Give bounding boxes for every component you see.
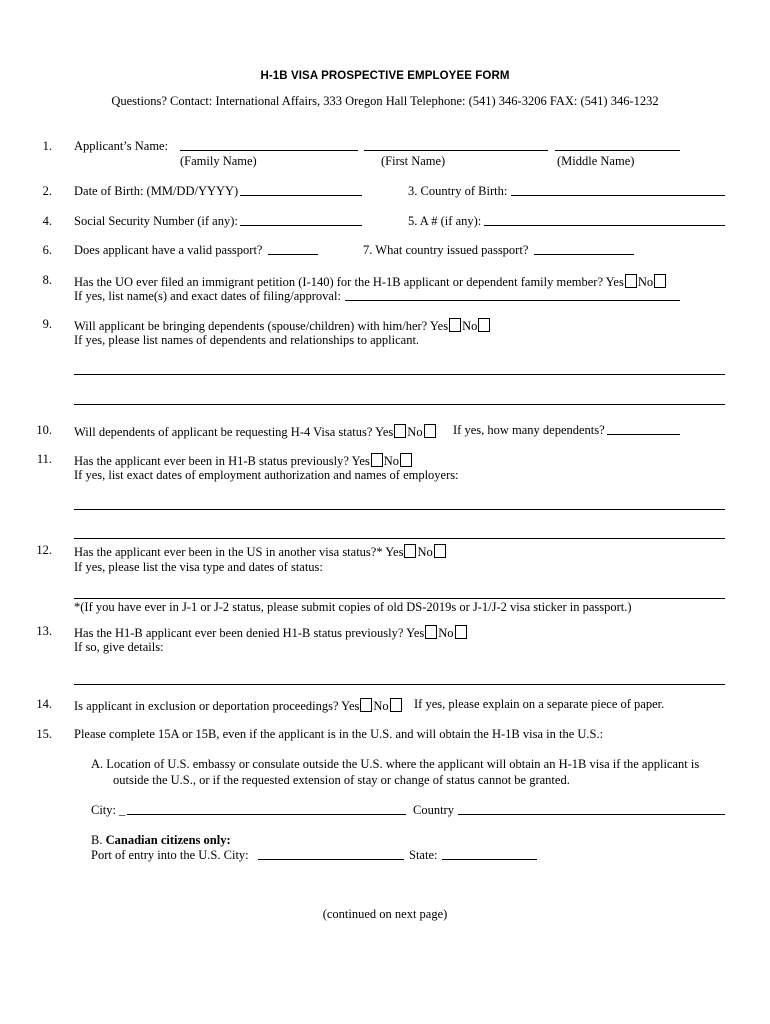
q13-label: Has the H1-B applicant ever been denied H1-B status previously? Yes	[74, 626, 425, 640]
ssn-field[interactable]	[240, 225, 362, 226]
port-city-field[interactable]	[258, 859, 404, 860]
q10-question	[74, 424, 437, 439]
q13-number: 13.	[36, 624, 52, 638]
q1-number: 1.	[42, 139, 52, 153]
q15a-line-1: A. Location of U.S. embassy or consulate outside the U.S. where the applicant will obtain an H-1B visa if the applicant is	[91, 757, 700, 771]
q6-label: Does applicant have a valid passport?	[74, 243, 263, 257]
country-of-birth-field[interactable]	[511, 195, 725, 196]
q11-number: 11.	[36, 452, 52, 466]
q8-sub-label: If yes, list name(s) and exact dates of filing/approval:	[74, 289, 341, 303]
consulate-city-field[interactable]	[127, 814, 406, 815]
passport-country-field[interactable]	[534, 254, 634, 255]
q2-label: Date of Birth: (MM/DD/YYYY)	[74, 184, 239, 198]
q8-yes-checkbox[interactable]	[625, 274, 637, 288]
city-prefix: _	[119, 803, 126, 817]
h1b-history-line-2[interactable]	[74, 538, 725, 539]
continued-note: (continued on next page)	[322, 907, 448, 921]
q1-label: Applicant’s Name:	[74, 139, 169, 153]
q9-label: Will applicant be bringing dependents (spouse/children) with him/her? Yes	[74, 319, 449, 333]
port-city-label: Port of entry into the U.S. City:	[91, 848, 249, 862]
visa-status-line[interactable]	[74, 598, 725, 599]
q12-no-checkbox[interactable]	[434, 544, 446, 558]
q13-no-label: No	[438, 626, 454, 640]
q2-number: 2.	[42, 184, 52, 198]
q10-number: 10.	[36, 423, 52, 437]
date-of-birth-field[interactable]	[240, 195, 362, 196]
q15b-prefix: B.	[91, 833, 103, 847]
q8-label: Has the UO ever filed an immigrant petition (I-140) for the H-1B applicant or dependent family member? Yes	[74, 275, 624, 289]
denial-details-line[interactable]	[74, 684, 725, 685]
contact-info: Questions? Contact: International Affairs, 333 Oregon Hall Telephone: (541) 346-3206 FAX: (541) 346-1232	[111, 94, 659, 108]
form-title: H-1B VISA PROSPECTIVE EMPLOYEE FORM	[260, 70, 510, 82]
q10-no-label: No	[407, 425, 423, 439]
dependents-line-1[interactable]	[74, 374, 725, 375]
q10-no-checkbox[interactable]	[424, 424, 436, 438]
q13-no-checkbox[interactable]	[455, 625, 467, 639]
q15-label: Please complete 15A or 15B, even if the applicant is in the U.S. and will obtain the H-1B visa in the U.S.:	[74, 727, 604, 741]
valid-passport-field[interactable]	[268, 254, 318, 255]
country-label: Country	[413, 803, 454, 817]
q8-question	[74, 274, 667, 289]
family-name-field[interactable]	[180, 150, 358, 151]
q9-sub-label: If yes, please list names of dependents and relationships to applicant.	[74, 333, 420, 347]
q6-number: 6.	[42, 243, 52, 257]
q15b-title: Canadian citizens only:	[105, 833, 231, 847]
first-name-field[interactable]	[364, 150, 548, 151]
q13-sub-label: If so, give details:	[74, 640, 164, 654]
q12-label: Has the applicant ever been in the US in another visa status?* Yes	[74, 545, 404, 559]
h1b-history-line-1[interactable]	[74, 509, 725, 510]
q15b-heading	[91, 834, 231, 847]
q3-label: 3. Country of Birth:	[408, 184, 508, 198]
q14-no-checkbox[interactable]	[390, 698, 402, 712]
family-name-caption: (Family Name)	[180, 154, 257, 168]
q5-label: 5. A # (if any):	[408, 214, 482, 228]
q14-no-label: No	[373, 699, 389, 713]
q11-label: Has the applicant ever been in H1-B status previously? Yes	[74, 454, 370, 468]
q8-no-checkbox[interactable]	[654, 274, 666, 288]
first-name-caption: (First Name)	[381, 154, 446, 168]
q11-no-label: No	[383, 454, 400, 468]
q12-yes-checkbox[interactable]	[404, 544, 416, 558]
port-state-field[interactable]	[442, 859, 537, 860]
q9-number: 9.	[42, 317, 52, 331]
q11-no-checkbox[interactable]	[400, 453, 412, 467]
consulate-country-field[interactable]	[458, 814, 725, 815]
i140-details-field[interactable]	[345, 300, 680, 301]
q12-sub-label: If yes, please list the visa type and dates of status:	[74, 560, 323, 574]
q7-label: 7. What country issued passport?	[363, 243, 529, 257]
middle-name-caption: (Middle Name)	[557, 154, 635, 168]
state-label: State:	[409, 848, 438, 862]
j1-note: *(If you have ever in J-1 or J-2 status, please submit copies of old DS-2019s or J-1/J-2 visa sticker in passport.)	[74, 600, 632, 614]
q9-yes-checkbox[interactable]	[449, 318, 461, 332]
city-label: City:	[91, 803, 117, 817]
a-number-field[interactable]	[484, 225, 725, 226]
q12-no-label: No	[417, 545, 433, 559]
q14-yes-checkbox[interactable]	[360, 698, 372, 712]
q10-label: Will dependents of applicant be requesting H-4 Visa status? Yes	[74, 425, 394, 439]
middle-name-field[interactable]	[555, 150, 680, 151]
q15-number: 15.	[36, 727, 52, 741]
q12-question	[74, 544, 447, 559]
q4-label: Social Security Number (if any):	[74, 214, 238, 228]
q15a-line-2: outside the U.S., or if the requested extension of stay or change of status cannot be granted.	[113, 773, 570, 787]
q10-yes-checkbox[interactable]	[394, 424, 406, 438]
q12-number: 12.	[36, 543, 52, 557]
dependents-count-field[interactable]	[607, 434, 680, 435]
q4-number: 4.	[42, 214, 52, 228]
q13-question	[74, 625, 468, 640]
q14-after-label: If yes, please explain on a separate piece of paper.	[414, 697, 665, 711]
q13-yes-checkbox[interactable]	[425, 625, 437, 639]
q10-after-label: If yes, how many dependents?	[453, 423, 605, 437]
q14-number: 14.	[36, 697, 52, 711]
q8-no-label: No	[637, 275, 654, 289]
q8-number: 8.	[42, 273, 52, 287]
q9-question	[74, 318, 491, 333]
dependents-line-2[interactable]	[74, 404, 725, 405]
q9-no-checkbox[interactable]	[478, 318, 490, 332]
q9-no-label: No	[462, 319, 478, 333]
q11-yes-checkbox[interactable]	[371, 453, 383, 467]
q14-label: Is applicant in exclusion or deportation proceedings? Yes	[74, 699, 360, 713]
q14-question	[74, 698, 403, 713]
q11-question	[74, 453, 413, 468]
q11-sub-label: If yes, list exact dates of employment authorization and names of employers:	[74, 468, 459, 482]
